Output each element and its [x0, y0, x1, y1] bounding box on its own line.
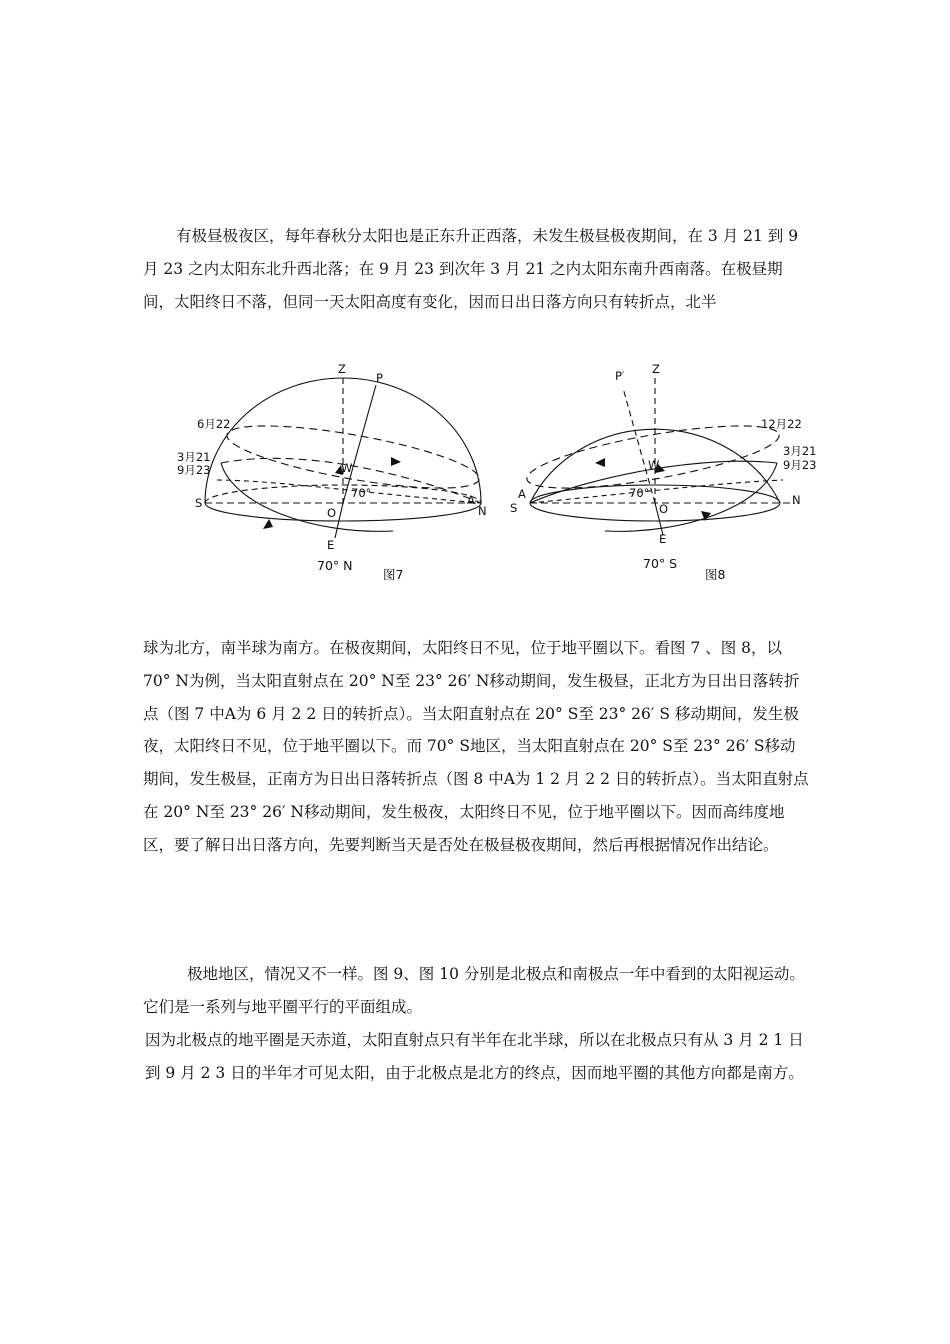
- label-s: S: [195, 496, 203, 510]
- label-mar-21: 3月21: [783, 444, 817, 458]
- label-latitude: 70° S: [643, 556, 678, 571]
- label-e: E: [327, 538, 335, 552]
- label-w: W: [648, 458, 660, 472]
- paragraph-polar-day-night: 球为北方，南半球为南方。在极夜期间，太阳终日不见，位于地平圈以下。看图 7 、图 8，以 70° N为例，当太阳直射点在 20° N至 23° 26′ N移动期间，发生极昼，正北方为日出日落转折点（图 7 中A为 6 月 2 2 日的转折点）。当太阳直射点在 20° S至 23° 26′ S 移动期间，发生极夜，太阳终日不见，位于地平圈以下。而 70° S地区，当太阳直射点在 20° S至 23° 26′ S移动期间，发生极昼，正南方为日出日落转折点（图 8 中A为 1 2 月 2 2 日的转折点）。当太阳直射点在 20° N至 23° 26′ N移动期间，发生极夜，太阳终日不见，位于地平圈以下。因而高纬度地区，要了解日出日落方向，先要判断当天是否处在极昼极夜期间，然后再根据情况作出结论。: [143, 639, 809, 854]
- label-o: O: [659, 502, 669, 516]
- label-e: E: [659, 532, 667, 546]
- label-mar-21: 3月21: [177, 450, 211, 464]
- label-angle: 70°: [351, 486, 372, 500]
- horizon-front: [205, 503, 481, 521]
- label-june-22: 6月22: [197, 417, 231, 431]
- label-o: O: [327, 506, 337, 520]
- label-w: W: [341, 461, 353, 475]
- label-a: A: [467, 493, 475, 507]
- paragraph-polar-region: 极地地区，情况又不一样。图 9、图 10 分别是北极点和南极点一年中看到的太阳视运动。它们是一系列与地平圈平行的平面组成。: [143, 965, 805, 1016]
- label-z: Z: [338, 362, 346, 376]
- paragraph-north-pole: 因为北极点的地平圈是天赤道，太阳直射点只有半年在北半球，所以在北极点只有从 3 月 2 1 日到 9 月 2 3 日的半年才可见太阳，由于北极点是北方的终点，因而地平圈的其他方向都是南方。: [145, 1031, 804, 1082]
- orbit-dec-22: [523, 413, 783, 501]
- label-a: A: [518, 487, 526, 501]
- label-n: N: [478, 504, 487, 518]
- paragraph-intro: 有极昼极夜区，每年春秋分太阳也是正东升正西落，未发生极昼极夜期间，在 3 月 21 到 9 月 23 之内太阳东北升西北落；在 9 月 23 到次年 3 月 21 之内太阳东南升西南落。在极昼期间，太阳终日不落，但同一天太阳高度有变化，因而日出日落方向只有转折点，北半: [143, 227, 799, 311]
- label-p-prime: P′: [615, 369, 625, 383]
- horizon-front: [530, 503, 780, 521]
- label-dec-22: 12月22: [761, 417, 802, 431]
- label-sep-23: 9月23: [177, 463, 211, 477]
- figure-caption: 图7: [383, 567, 404, 582]
- figure-7: [177, 355, 508, 590]
- label-p: P: [376, 371, 383, 385]
- figure-caption: 图8: [705, 567, 726, 582]
- label-latitude: 70° N: [317, 558, 353, 573]
- label-z: Z: [652, 362, 660, 376]
- label-s: S: [510, 501, 518, 515]
- label-angle: 70°: [629, 486, 650, 500]
- label-sep-23: 9月23: [783, 458, 817, 472]
- label-n: N: [792, 493, 801, 507]
- figure-8: [505, 355, 830, 590]
